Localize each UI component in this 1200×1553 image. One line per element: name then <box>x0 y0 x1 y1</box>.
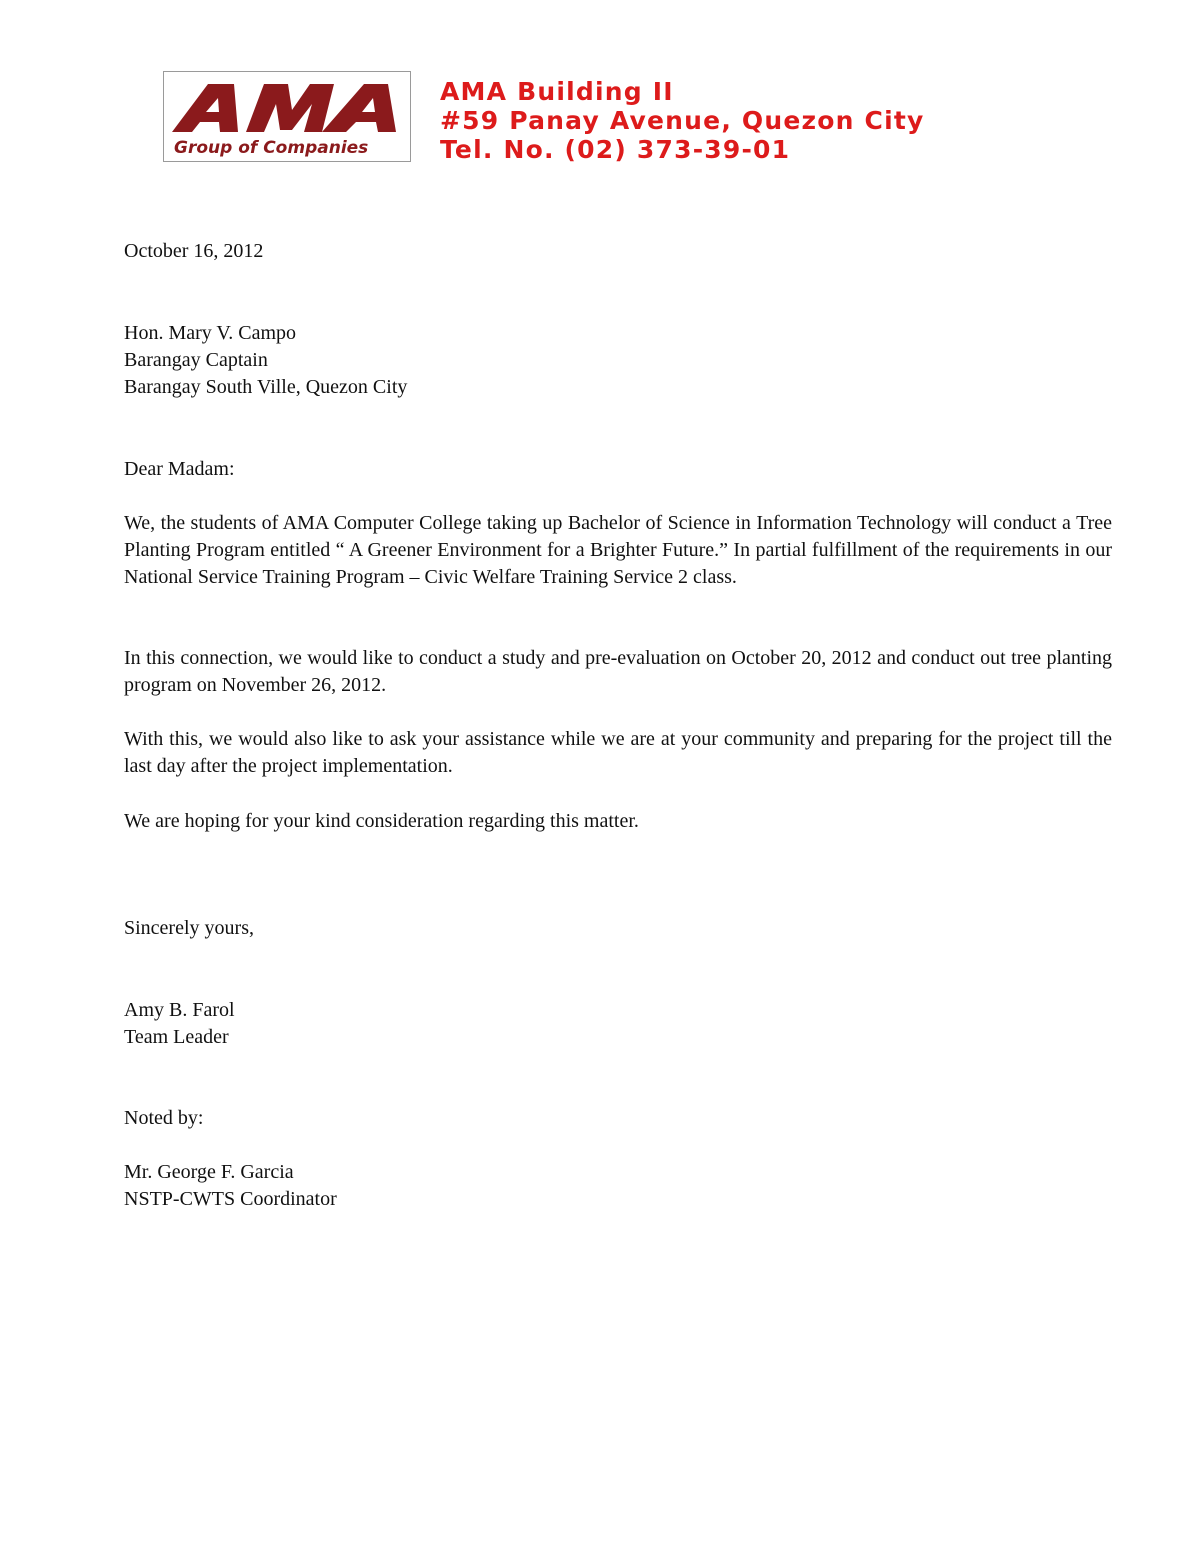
paragraph-text: With this, we would also like to ask your assistance while we are at your community and preparing for the project till the last day after the project implementation. <box>124 728 1112 777</box>
address-street: #59 Panay Avenue, Quezon City <box>440 106 925 135</box>
letterhead-address <box>440 77 1100 164</box>
signatory-title: Team Leader <box>124 1026 229 1048</box>
logo-tagline-text: Group of Companies <box>174 138 369 158</box>
noted-by-label: Noted by: <box>124 1107 204 1129</box>
salutation-block <box>124 456 1112 483</box>
recipient-title: Barangay Captain <box>124 349 268 371</box>
recipient-address: Barangay South Ville, Quezon City <box>124 376 408 398</box>
address-telephone: Tel. No. (02) 373-39-01 <box>440 135 791 164</box>
closing: Sincerely yours, <box>124 917 254 939</box>
recipient-block <box>124 320 1112 401</box>
body-paragraph-4 <box>124 808 1112 835</box>
body-paragraph-1 <box>124 510 1112 591</box>
body-paragraph-2 <box>124 645 1112 699</box>
salutation: Dear Madam: <box>124 458 235 480</box>
date-text: October 16, 2012 <box>124 240 264 262</box>
paragraph-text: We, the students of AMA Computer College taking up Bachelor of Science in Information Technology will conduct a Tree Planting Program entitled “ A Greener Environment for a Brighter Future.” In partial fulfillment of the requirements in our National Service Training Program – Civic Welfare Training Service 2 class. <box>124 512 1112 588</box>
noter-title: NSTP-CWTS Coordinator <box>124 1188 337 1210</box>
signatory-name: Amy B. Farol <box>124 999 235 1021</box>
recipient-name: Hon. Mary V. Campo <box>124 322 297 344</box>
noted-by-block <box>124 1105 1112 1132</box>
address-building: AMA Building II <box>440 77 674 106</box>
paragraph-text: We are hoping for your kind consideration regarding this matter. <box>124 810 639 832</box>
paragraph-text: In this connection, we would like to conduct a study and pre-evaluation on October 20, 2012 and conduct out tree planting program on November 26, 2012. <box>124 647 1112 696</box>
signatory-block <box>124 997 1112 1051</box>
closing-block <box>124 915 1112 942</box>
ama-logo-icon <box>163 71 411 162</box>
body-paragraph-3 <box>124 726 1112 780</box>
letter-date <box>124 238 1112 265</box>
letterhead <box>163 71 1083 166</box>
noter-name: Mr. George F. Garcia <box>124 1161 294 1183</box>
noter-block <box>124 1159 1112 1213</box>
